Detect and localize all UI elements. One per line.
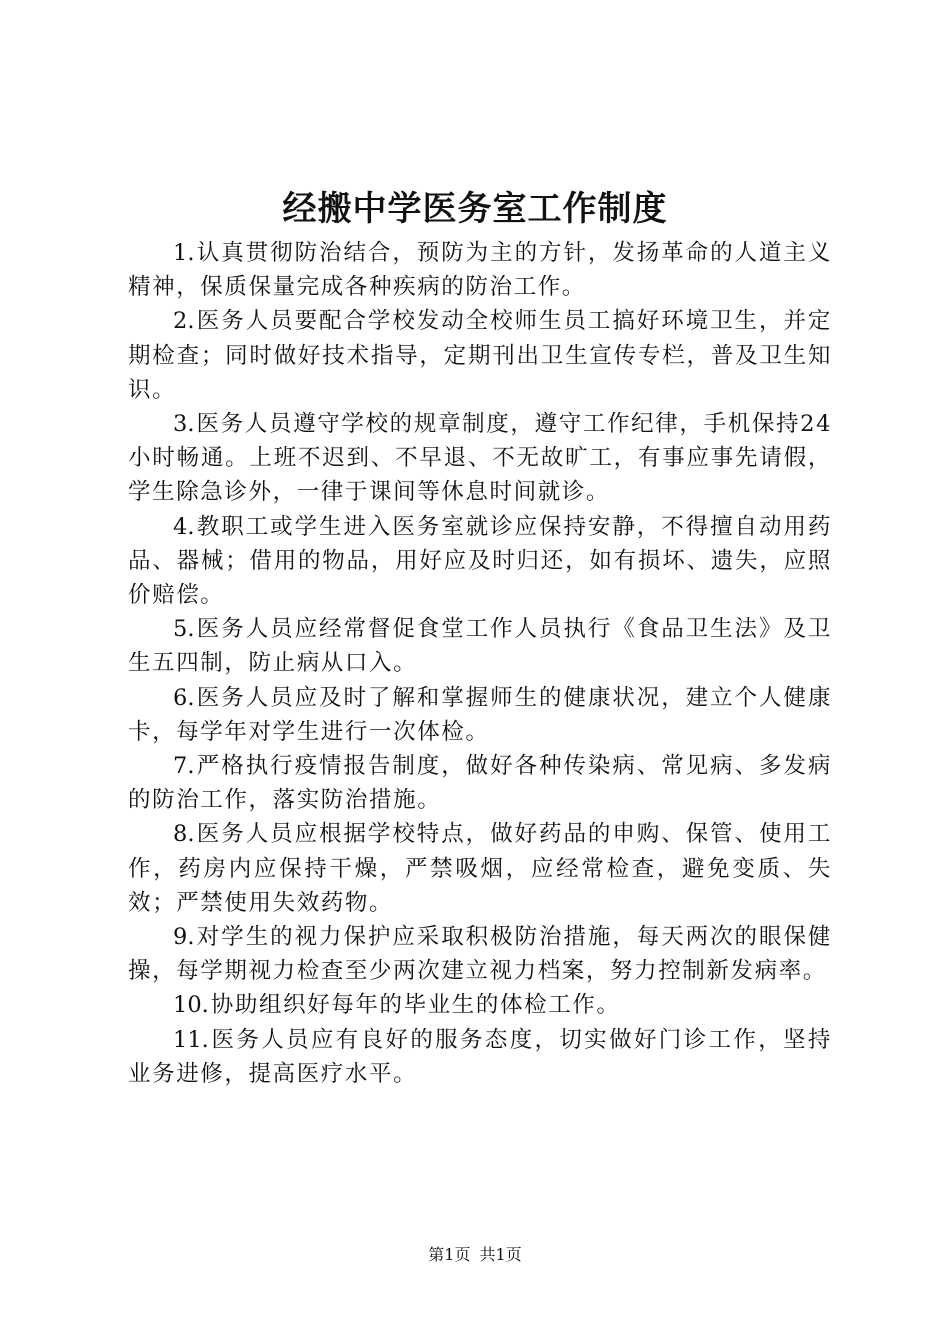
rule-number: 6. [173,684,195,711]
rule-number: 7. [173,753,195,780]
rule-text: 协助组织好每年的毕业生的体检工作。 [210,992,621,1019]
rule-paragraph-1 [128,236,832,304]
rule-text: 医务人员应根据学校特点，做好药品的申购、保管、使用工作，药房内应保持干燥，严禁吸烟，应经常检查，避免变质、失效；严禁使用失效药物。 [128,821,832,916]
rule-text: 对学生的视力保护应采取积极防治措施，每天两次的眼保健操，每学期视力检查至少两次建立视力档案，努力控制新发病率。 [128,924,832,985]
rule-paragraph-6 [128,681,832,749]
rule-text: 医务人员要配合学校发动全校师生员工搞好环境卫生，并定期检查；同时做好技术指导，定期刊出卫生宣传专栏，普及卫生知识。 [128,308,832,403]
rule-text: 认真贯彻防治结合，预防为主的方针，发扬革命的人道主义精神，保质保量完成各种疾病的防治工作。 [128,240,832,301]
rule-number: 11. [173,1026,209,1053]
rule-paragraph-10 [128,988,832,1022]
rule-text: 医务人员应有良好的服务态度，切实做好门诊工作，坚持业务进修，提高医疗水平。 [128,1026,832,1087]
rule-paragraph-5 [128,612,832,680]
rule-paragraph-8 [128,817,832,920]
page-footer [0,1244,950,1266]
rule-text: 医务人员遵守学校的规章制度，遵守工作纪律，手机保持24小时畅通。上班不迟到、不早退、不无故旷工，有事应事先请假，学生除急诊外，一律于课间等休息时间就诊。 [128,411,832,506]
rule-number: 4. [173,513,195,540]
rule-text: 教职工或学生进入医务室就诊应保持安静，不得擅自动用药品、器械；借用的物品，用好应及时归还，如有损坏、遗失，应照价赔偿。 [128,513,832,609]
rule-text: 严格执行疫情报告制度，做好各种传染病、常见病、多发病的防治工作，落实防治措施。 [128,753,832,814]
rule-number: 1. [173,240,195,266]
rule-number: 10. [173,992,209,1019]
page-number: 第1页 [428,1245,471,1264]
rule-paragraph-7 [128,749,832,817]
rule-number: 9. [173,924,195,951]
rule-paragraph-2 [128,304,832,407]
rule-paragraph-11 [128,1023,832,1091]
rule-paragraph-4 [128,510,832,613]
rule-text: 医务人员应及时了解和掌握师生的健康状况，建立个人健康卡，每学年对学生进行一次体检。 [128,684,832,745]
rule-number: 3. [173,411,195,438]
rule-paragraph-9 [128,920,832,988]
document-title: 经搬中学医务室工作制度 [282,189,668,229]
rule-paragraph-3 [128,407,832,510]
page-total: 共1页 [479,1245,522,1264]
rule-number: 2. [173,308,195,335]
rule-number: 8. [173,821,195,848]
rule-text: 医务人员应经常督促食堂工作人员执行《食品卫生法》及卫生五四制，防止病从口入。 [128,616,832,677]
rule-number: 5. [173,616,195,643]
document-body [128,236,832,1091]
